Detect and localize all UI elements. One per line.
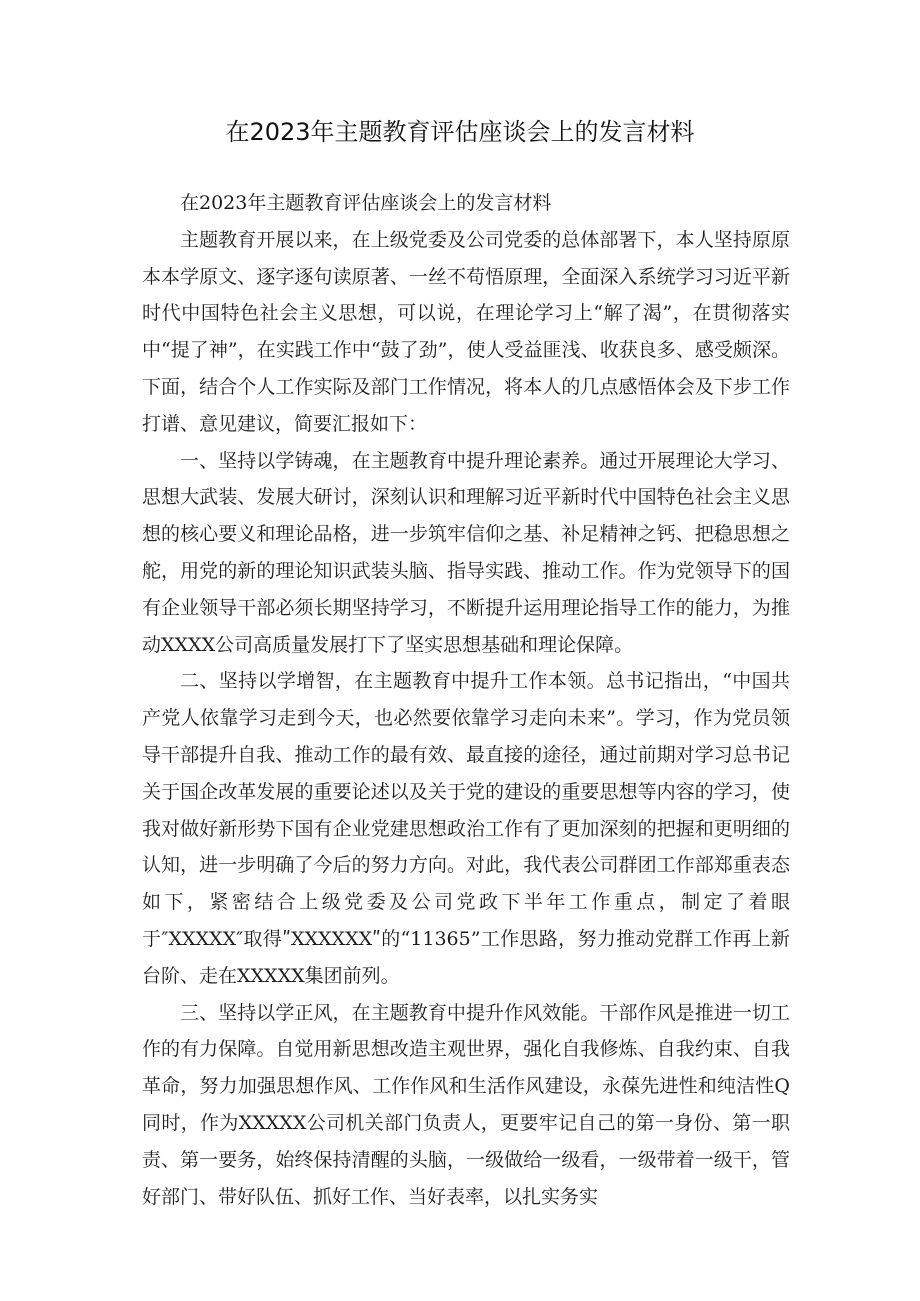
paragraph-intro: 主题教育开展以来，在上级党委及公司党委的总体部署下，本人坚持原原本本学原文、逐字逐句读原著、一丝不苟悟原理，全面深入系统学习习近平新时代中国特色社会主义思想，可以说，在理论学习上“解了渴”，在贯彻落实中“提了神”，在实践工作中“鼓了劲”，使人受益匪浅、收获良多、感受颇深。下面，结合个人工作实际及部门工作情况，将本人的几点感悟体会及下步工作打谱、意见建议，简要汇报如下： (142, 228, 790, 435)
document-title: 在2023年主题教育评估座谈会上的发言材料 (225, 118, 695, 146)
paragraph-section-2: 二、坚持以学增智，在主题教育中提升工作本领。总书记指出，“中国共产党人依靠学习走到今天，也必然要依靠学习走向未来”。学习，作为党员领导干部提升自我、推动工作的最有效、最直接的途径，通过前期对学习总书记关于国企改革发展的重要论述以及关于党的建设的重要思想等内容的学习，使我对做好新形势下国有企业党建思想政治工作有了更加深刻的把握和更明细的认知，进一步明确了今后的努力方向。对此，我代表公司群团工作部郑重表态如下，紧密结合上级党委及公司党政下半年工作重点，制定了着眼于″XXXXX″取得ʺXXXXXXʺ的“11365”工作思路，努力推动党群工作再上新台阶、走在XXXXX集团前列。 (142, 670, 790, 987)
document-body (142, 185, 790, 1215)
paragraph-section-1: 一、坚持以学铸魂，在主题教育中提升理论素养。通过开展理论大学习、思想大武装、发展大研讨，深刻认识和理解习近平新时代中国特色社会主义思想的核心要义和理论品格，进一步筑牢信仰之基、补足精神之钙、把稳思想之舵，用党的新的理论知识武装头脑、指导实践、推动工作。作为党领导下的国有企业领导干部必须长期坚持学习，不断提升运用理论指导工作的能力，为推动XXXX公司高质量发展打下了坚实思想基础和理论保障。 (142, 449, 790, 656)
paragraph-subtitle: 在2023年主题教育评估座谈会上的发言材料 (180, 192, 552, 214)
paragraph-section-3: 三、坚持以学正风，在主题教育中提升作风效能。干部作风是推进一切工作的有力保障。自觉用新思想改造主观世界，强化自我修炼、自我约束、自我革命，努力加强思想作风、工作作风和生活作风建设，永葆先进性和纯洁性Q同时，作为XXXXX公司机关部门负责人，更要牢记自己的第一身份、第一职责、第一要务，始终保持清醒的头脑，一级做给一级看，一级带着一级干，管好部门、带好队伍、抓好工作、当好表率，以扎实务实 (142, 1001, 790, 1208)
